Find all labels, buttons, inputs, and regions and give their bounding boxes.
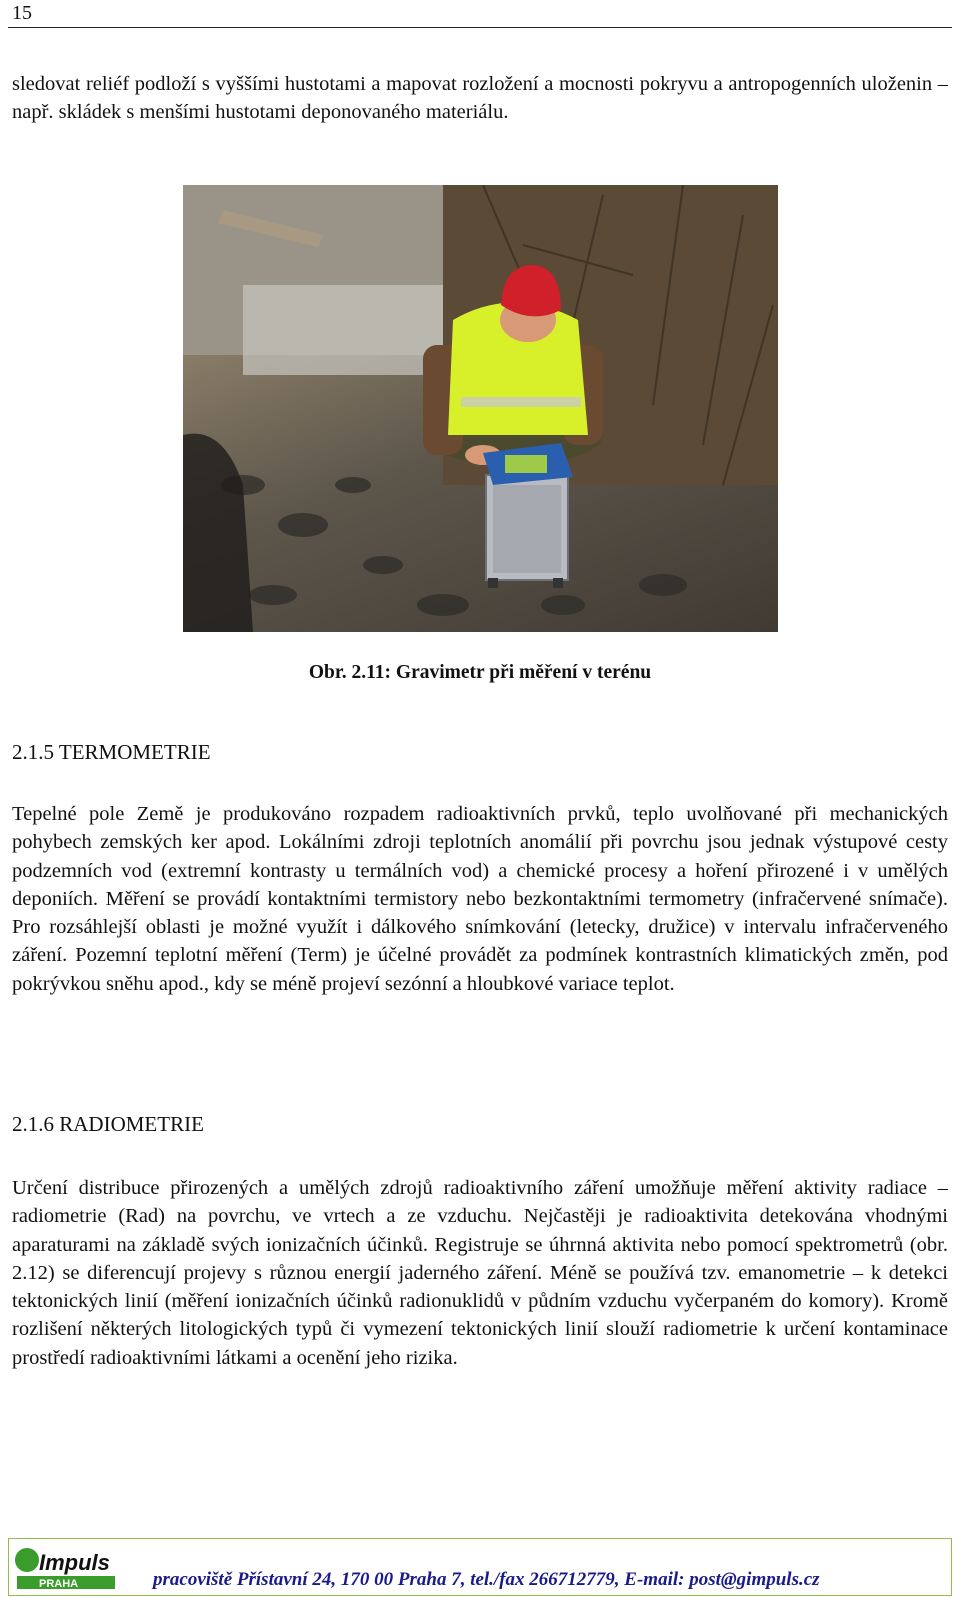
termometrie-paragraph: Tepelné pole Země je produkováno rozpadem radioaktivních prvků, teplo uvolňované při mechanických pohybech zemských ker apod. Lokálními zdroji teplotních anomálií při povrchu jsou jednak výstupové cesty podzemních vod (extremní kontrasty u termálních vod) a chemické procesy a hoření přirozené i v umělých deponiích. Měření se provádí kontaktními termistory nebo bezkontaktními termometry (infračervené snímače). Pro rozsáhlejší oblasti je možné využít i dálkového snímkování (letecky, družice) v intervalu infračerveného záření. Pozemní teplotní měření (Term) je účelné provádět za podmínek kontrastních klimatických změn, pod pokrývkou sněhu apod., kdy se méně projeví sezónní a hloubkové variace teplot. — [12, 803, 948, 995]
gravimeter-photo — [183, 185, 778, 632]
figure-caption: Obr. 2.11: Gravimetr při měření v terénu — [308, 662, 652, 683]
section-heading-radiometrie: 2.1.6 RADIOMETRIE — [12, 1112, 204, 1136]
svg-text:Impuls: Impuls — [39, 1550, 110, 1575]
header-rule — [8, 27, 952, 28]
radiometrie-paragraph: Určení distribuce přirozených a umělých zdrojů radioaktivního záření umožňuje měření aktivity radiace – radiometrie (Rad) na povrchu, ve vrtech a ze vzduchu. Nejčastěji je radioaktivita detekována vhodnými aparaturami na základě svých ionizačních účinků. Registruje se úhrnná aktivita nebo pomocí spektrometrů (obr. 2.12) se diferencují projevy s různou energií jaderného záření. Méně se používá tzv. emanometrie – k detekci tektonických linií (měření ionizačních účinků radionuklidů v půdním vzduchu vyčerpaném do komory). Kromě rozlišení některých litologických typů či vymezení tektonických linií slouží radiometrie k určení kontaminace prostředí radioaktivními látkami a ocenění jeho rizika. — [12, 1177, 948, 1369]
page-footer — [8, 1538, 952, 1596]
svg-text:PRAHA: PRAHA — [39, 1578, 79, 1590]
footer-address: pracoviště Přístavní 24, 170 00 Praha 7, tel./fax 266712779, E-mail: post@gimpuls.cz — [153, 1569, 820, 1590]
intro-paragraph: sledovat reliéf podloží s vyššími hustotami a mapovat rozložení a mocnosti pokryvu a antropogenních uloženin – např. skládek s menšími hustotami deponovaného materiálu. — [12, 73, 948, 124]
page-number: 15 — [12, 2, 32, 24]
gimpuls-logo — [13, 1542, 125, 1592]
section-heading-termometrie: 2.1.5 TERMOMETRIE — [12, 740, 211, 764]
